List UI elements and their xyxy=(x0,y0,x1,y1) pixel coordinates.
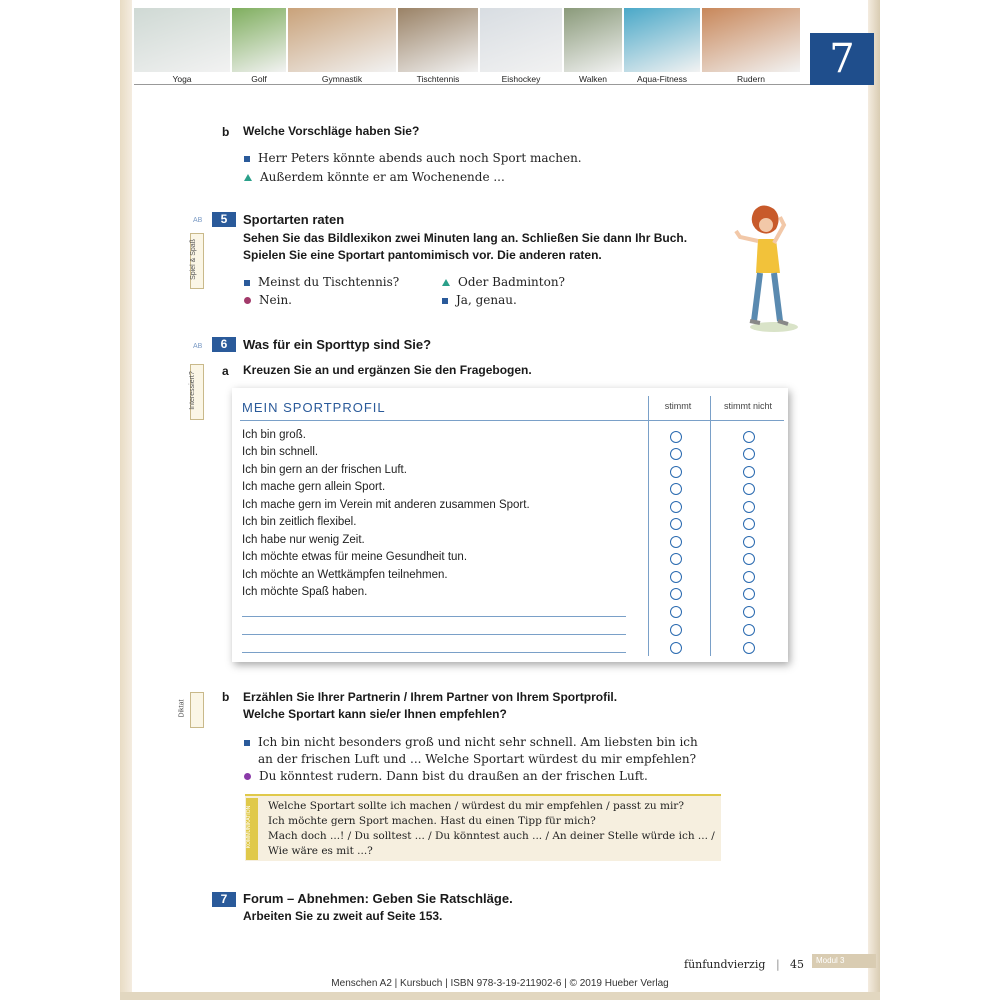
square-bullet-icon xyxy=(244,156,250,162)
ab-reference: AB xyxy=(193,343,203,350)
circle-bullet-icon xyxy=(244,773,251,780)
answer-radio[interactable] xyxy=(670,553,682,565)
answer-radio[interactable] xyxy=(670,431,682,443)
answer-radio[interactable] xyxy=(670,571,682,583)
phrase-line: Mach doch ...! / Du solltest ... / Du könntest auch ... / An deiner Stelle würde ich ... / xyxy=(268,830,715,842)
task-title: Was für ein Sporttyp sind Sie? xyxy=(243,337,432,352)
task-number: 6 xyxy=(212,337,236,352)
photo-tischtennis xyxy=(398,8,478,84)
form-row-text: Ich bin schnell. xyxy=(242,446,319,458)
form-row-text: Ich möchte etwas für meine Gesundheit tun. xyxy=(242,551,468,563)
answer-radio[interactable] xyxy=(670,448,682,460)
dialog-line: Meinst du Tischtennis? xyxy=(244,274,399,291)
task-instruction-2: Spielen Sie eine Sportart pantomimisch vor. Die anderen raten. xyxy=(243,248,602,262)
answer-radio[interactable] xyxy=(670,483,682,495)
column-header-stimmt-nicht: stimmt nicht xyxy=(723,401,772,411)
answer-radio[interactable] xyxy=(670,624,682,636)
triangle-bullet-icon xyxy=(244,174,252,181)
modul-tab: Modul 3 xyxy=(812,954,876,968)
answer-radio[interactable] xyxy=(670,588,682,600)
photo-label: Gymnastik xyxy=(321,74,363,84)
golf-image xyxy=(232,8,286,72)
task-number: 7 xyxy=(212,892,236,907)
blank-answer-line[interactable] xyxy=(242,652,626,653)
triangle-bullet-icon xyxy=(442,279,450,286)
form-row-text: Ich möchte Spaß haben. xyxy=(242,586,368,598)
chapter-number: 7 xyxy=(810,33,874,85)
rudern-image xyxy=(702,8,800,72)
phrase-line: Wie wäre es mit ...? xyxy=(268,845,373,857)
example-line-2: Außerdem könnte er am Wochenende ... xyxy=(244,169,505,186)
column-divider xyxy=(710,396,711,656)
answer-radio[interactable] xyxy=(743,431,755,443)
photo-aqua-fitness xyxy=(624,8,700,84)
photo-label: Golf xyxy=(251,74,267,84)
answer-radio[interactable] xyxy=(743,536,755,548)
copyright-line: Menschen A2 | Kursbuch | ISBN 978-3-19-211902-6 | © 2019 Hueber Verlag xyxy=(331,978,669,989)
woman-pantomime-illustration xyxy=(722,203,802,333)
photo-golf xyxy=(232,8,286,84)
column-header-stimmt: stimmt xyxy=(664,401,692,411)
task-instruction-2: Welche Sportart kann sie/er Ihnen empfehlen? xyxy=(243,707,507,721)
answer-radio[interactable] xyxy=(670,642,682,654)
dialog-line: Nein. xyxy=(244,292,292,309)
form-row-text: Ich bin groß. xyxy=(242,429,306,441)
square-bullet-icon xyxy=(442,298,448,304)
form-row-text: Ich mache gern allein Sport. xyxy=(242,481,386,493)
answer-radio[interactable] xyxy=(670,606,682,618)
page-frame-right xyxy=(868,0,880,1000)
dialog-line: Ja, genau. xyxy=(442,292,517,309)
picture-lexicon-strip xyxy=(134,8,810,84)
page-number-word: fünfundvierzig xyxy=(684,958,766,971)
answer-radio[interactable] xyxy=(743,448,755,460)
example-line-1a: Ich bin nicht besonders groß und nicht sehr schnell. Am liebsten bin ich xyxy=(244,734,698,751)
form-row-text: Ich möchte an Wettkämpfen teilnehmen. xyxy=(242,569,448,581)
form-title: MEIN SPORTPROFIL xyxy=(242,400,386,415)
side-tag-spiel: Spiel & Spaß xyxy=(190,233,204,289)
section-title: Welche Vorschläge haben Sie? xyxy=(243,124,420,138)
photo-walken xyxy=(564,8,622,84)
photo-label: Walken xyxy=(578,74,608,84)
photo-label: Tischtennis xyxy=(416,74,460,84)
photo-eishockey xyxy=(480,8,562,84)
strip-divider xyxy=(134,84,810,85)
column-divider xyxy=(648,396,649,656)
walken-image xyxy=(564,8,622,72)
section-letter: b xyxy=(222,125,230,139)
answer-radio[interactable] xyxy=(743,624,755,636)
answer-radio[interactable] xyxy=(670,536,682,548)
task-instruction-1: Erzählen Sie Ihrer Partnerin / Ihrem Partner von Ihrem Sportprofil. xyxy=(243,690,618,704)
gymnastik-image xyxy=(288,8,396,72)
photo-gymnastik xyxy=(288,8,396,84)
answer-radio[interactable] xyxy=(743,571,755,583)
task-instruction: Arbeiten Sie zu zweit auf Seite 153. xyxy=(243,909,443,923)
example-line-2: Du könntest rudern. Dann bist du draußen an der frischen Luft. xyxy=(244,768,648,785)
page-number: 45 xyxy=(790,958,804,971)
example-line-1: Herr Peters könnte abends auch noch Sport machen. xyxy=(244,150,582,167)
side-tag-diktat: Diktat xyxy=(190,692,204,728)
answer-radio[interactable] xyxy=(743,642,755,654)
photo-label: Aqua-Fitness xyxy=(636,74,688,84)
page-frame-left xyxy=(120,0,132,1000)
dialog-line: Oder Badminton? xyxy=(442,274,565,291)
task-instruction: Kreuzen Sie an und ergänzen Sie den Fragebogen. xyxy=(243,363,532,377)
ab-reference: AB xyxy=(193,217,203,224)
photo-rudern xyxy=(702,8,800,84)
section-letter: b xyxy=(222,690,230,704)
photo-yoga xyxy=(134,8,230,84)
photo-label: Eishockey xyxy=(501,74,541,84)
form-row-text: Ich habe nur wenig Zeit. xyxy=(242,534,365,546)
square-bullet-icon xyxy=(244,280,250,286)
answer-radio[interactable] xyxy=(743,553,755,565)
form-row-text: Ich bin gern an der frischen Luft. xyxy=(242,464,407,476)
aqua-fitness-image xyxy=(624,8,700,72)
footer-separator: | xyxy=(776,958,780,971)
photo-label: Yoga xyxy=(172,74,192,84)
example-line-1b: an der frischen Luft und ... Welche Sportart würdest du mir empfehlen? xyxy=(258,752,696,766)
phrase-line: Ich möchte gern Sport machen. Hast du einen Tipp für mich? xyxy=(268,815,596,827)
circle-bullet-icon xyxy=(244,297,251,304)
task-title: Forum – Abnehmen: Geben Sie Ratschläge. xyxy=(243,891,513,906)
photo-label: Rudern xyxy=(737,74,765,84)
answer-radio[interactable] xyxy=(670,466,682,478)
answer-radio[interactable] xyxy=(743,501,755,513)
answer-radio[interactable] xyxy=(743,483,755,495)
sport-profile-form xyxy=(232,388,788,662)
form-row-text: Ich bin zeitlich flexibel. xyxy=(242,516,357,528)
answer-radio[interactable] xyxy=(743,518,755,530)
eishockey-image xyxy=(480,8,562,72)
blank-answer-line[interactable] xyxy=(242,634,626,635)
yoga-image xyxy=(134,8,230,72)
task-instruction-1: Sehen Sie das Bildlexikon zwei Minuten lang an. Schließen Sie dann Ihr Buch. xyxy=(243,231,688,245)
form-row-text: Ich mache gern im Verein mit anderen zusammen Sport. xyxy=(242,499,530,511)
answer-radio[interactable] xyxy=(743,606,755,618)
task-number: 5 xyxy=(212,212,236,227)
square-bullet-icon xyxy=(244,740,250,746)
answer-radio[interactable] xyxy=(670,501,682,513)
answer-radio[interactable] xyxy=(743,466,755,478)
tischtennis-image xyxy=(398,8,478,72)
blank-answer-line[interactable] xyxy=(242,616,626,617)
task-title: Sportarten raten xyxy=(243,212,345,227)
page-bottom-shade xyxy=(120,992,880,1000)
section-letter: a xyxy=(222,364,229,378)
phrase-line: Welche Sportart sollte ich machen / würdest du mir empfehlen / passt zu mir? xyxy=(268,800,684,812)
phrase-box-top-border xyxy=(245,794,721,796)
answer-radio[interactable] xyxy=(670,518,682,530)
header-rule xyxy=(240,420,784,421)
phrase-box-side-label: KOMMUNIKATION xyxy=(246,798,258,860)
side-tag-interessiert: Interessiert? xyxy=(190,364,204,420)
answer-radio[interactable] xyxy=(743,588,755,600)
